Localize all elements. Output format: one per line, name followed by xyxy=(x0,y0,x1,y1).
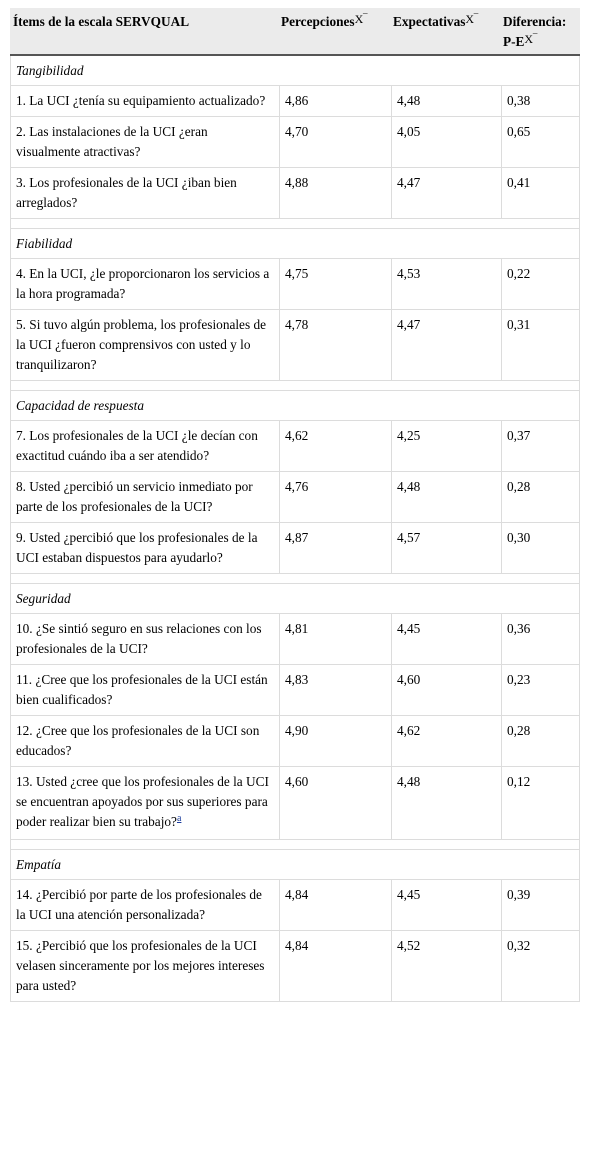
difference-value: 0,22 xyxy=(501,259,580,310)
item-cell xyxy=(10,523,279,574)
servqual-table xyxy=(10,8,580,1002)
spacer-cell xyxy=(10,840,580,850)
perceptions-value: 4,81 xyxy=(279,614,391,665)
expectations-value: 4,53 xyxy=(391,259,501,310)
difference-value: 0,37 xyxy=(501,421,580,472)
section-title: Empatía xyxy=(10,850,580,880)
expectations-value: 4,62 xyxy=(391,716,501,767)
mean-symbol: X‾ xyxy=(465,12,479,26)
expectations-value: 4,05 xyxy=(391,117,501,168)
perceptions-value: 4,87 xyxy=(279,523,391,574)
item-cell xyxy=(10,931,279,1002)
section-header-row xyxy=(10,56,580,86)
section-header-row xyxy=(10,229,580,259)
header-item xyxy=(10,8,279,56)
section-spacer xyxy=(10,381,580,391)
table-header xyxy=(10,8,580,56)
section-spacer xyxy=(10,574,580,584)
item-cell xyxy=(10,472,279,523)
table-row xyxy=(10,421,580,472)
item-cell xyxy=(10,310,279,381)
item-text: 3. Los profesionales de la UCI ¿iban bien arreglados? xyxy=(16,175,237,210)
perceptions-value: 4,84 xyxy=(279,880,391,931)
difference-value: 0,41 xyxy=(501,168,580,219)
perceptions-value: 4,76 xyxy=(279,472,391,523)
header-item-label: Ítems de la escala SERVQUAL xyxy=(13,14,190,29)
difference-value: 0,38 xyxy=(501,86,580,117)
header-difference xyxy=(501,8,580,56)
item-text: 10. ¿Se sintió seguro en sus relaciones con los profesionales de la UCI? xyxy=(16,621,262,656)
difference-value: 0,31 xyxy=(501,310,580,381)
item-text: 1. La UCI ¿tenía su equipamiento actualizado? xyxy=(16,93,266,108)
perceptions-value: 4,78 xyxy=(279,310,391,381)
difference-value: 0,32 xyxy=(501,931,580,1002)
table-row xyxy=(10,472,580,523)
item-text: 11. ¿Cree que los profesionales de la UCI están bien cualificados? xyxy=(16,672,268,707)
expectations-value: 4,45 xyxy=(391,614,501,665)
difference-value: 0,28 xyxy=(501,472,580,523)
expectations-value: 4,57 xyxy=(391,523,501,574)
item-cell xyxy=(10,86,279,117)
section-title: Capacidad de respuesta xyxy=(10,391,580,421)
item-cell xyxy=(10,716,279,767)
mean-symbol: X‾ xyxy=(354,12,368,26)
table-row xyxy=(10,614,580,665)
table-row xyxy=(10,523,580,574)
table-row xyxy=(10,168,580,219)
section-spacer xyxy=(10,219,580,229)
header-perceptions xyxy=(279,8,391,56)
section-header-row xyxy=(10,850,580,880)
item-cell xyxy=(10,421,279,472)
item-cell xyxy=(10,168,279,219)
item-text: 7. Los profesionales de la UCI ¿le decían con exactitud cuándo iba a ser atendido? xyxy=(16,428,258,463)
section-title: Fiabilidad xyxy=(10,229,580,259)
difference-value: 0,30 xyxy=(501,523,580,574)
perceptions-value: 4,90 xyxy=(279,716,391,767)
servqual-table-container xyxy=(10,8,580,1002)
difference-value: 0,39 xyxy=(501,880,580,931)
section-title: Seguridad xyxy=(10,584,580,614)
expectations-value: 4,52 xyxy=(391,931,501,1002)
expectations-value: 4,45 xyxy=(391,880,501,931)
header-difference-label: Diferencia: xyxy=(503,14,567,29)
perceptions-value: 4,83 xyxy=(279,665,391,716)
section-header-row xyxy=(10,584,580,614)
perceptions-value: 4,70 xyxy=(279,117,391,168)
section-title: Tangibilidad xyxy=(10,56,580,86)
expectations-value: 4,48 xyxy=(391,767,501,840)
perceptions-value: 4,62 xyxy=(279,421,391,472)
expectations-value: 4,60 xyxy=(391,665,501,716)
expectations-value: 4,25 xyxy=(391,421,501,472)
item-text: 4. En la UCI, ¿le proporcionaron los servicios a la hora programada? xyxy=(16,266,270,301)
table-body xyxy=(10,56,580,1002)
spacer-cell xyxy=(10,381,580,391)
mean-symbol: X‾ xyxy=(524,32,538,46)
header-expectations xyxy=(391,8,501,56)
spacer-cell xyxy=(10,574,580,584)
perceptions-value: 4,88 xyxy=(279,168,391,219)
item-text: 14. ¿Percibió por parte de los profesionales de la UCI una atención personalizada? xyxy=(16,887,262,922)
section-header-row xyxy=(10,391,580,421)
spacer-cell xyxy=(10,219,580,229)
item-text: 5. Si tuvo algún problema, los profesionales de la UCI ¿fueron comprensivos con usted y lo tranquilizaron? xyxy=(16,317,267,372)
item-cell xyxy=(10,665,279,716)
difference-value: 0,23 xyxy=(501,665,580,716)
perceptions-value: 4,75 xyxy=(279,259,391,310)
table-row xyxy=(10,117,580,168)
table-row xyxy=(10,310,580,381)
header-expectations-label: Expectativas xyxy=(393,14,466,29)
table-row xyxy=(10,880,580,931)
table-row xyxy=(10,665,580,716)
perceptions-value: 4,60 xyxy=(279,767,391,840)
table-row xyxy=(10,931,580,1002)
header-perceptions-label: Percepciones xyxy=(281,14,355,29)
section-spacer xyxy=(10,840,580,850)
expectations-value: 4,47 xyxy=(391,168,501,219)
footnote-link[interactable]: a xyxy=(176,813,182,824)
table-row xyxy=(10,767,580,840)
difference-value: 0,36 xyxy=(501,614,580,665)
item-cell xyxy=(10,880,279,931)
item-cell xyxy=(10,117,279,168)
table-row xyxy=(10,86,580,117)
item-cell xyxy=(10,259,279,310)
table-row xyxy=(10,716,580,767)
item-text: 12. ¿Cree que los profesionales de la UCI son educados? xyxy=(16,723,260,758)
expectations-value: 4,47 xyxy=(391,310,501,381)
perceptions-value: 4,86 xyxy=(279,86,391,117)
item-cell xyxy=(10,767,279,840)
item-text: 15. ¿Percibió que los profesionales de la UCI velasen sinceramente por los mejores intereses para usted? xyxy=(16,938,265,993)
expectations-value: 4,48 xyxy=(391,86,501,117)
item-text: 2. Las instalaciones de la UCI ¿eran visualmente atractivas? xyxy=(16,124,208,159)
difference-value: 0,65 xyxy=(501,117,580,168)
expectations-value: 4,48 xyxy=(391,472,501,523)
table-row xyxy=(10,259,580,310)
header-difference-formula: P-E xyxy=(503,34,525,49)
difference-value: 0,12 xyxy=(501,767,580,840)
difference-value: 0,28 xyxy=(501,716,580,767)
item-text: 9. Usted ¿percibió que los profesionales de la UCI estaban dispuestos para ayudarlo? xyxy=(16,530,258,565)
perceptions-value: 4,84 xyxy=(279,931,391,1002)
item-text: 8. Usted ¿percibió un servicio inmediato por parte de los profesionales de la UCI? xyxy=(16,479,253,514)
item-text: 13. Usted ¿cree que los profesionales de la UCI se encuentran apoyados por sus superiores para poder realizar bien su trabajo? xyxy=(16,774,269,829)
item-cell xyxy=(10,614,279,665)
